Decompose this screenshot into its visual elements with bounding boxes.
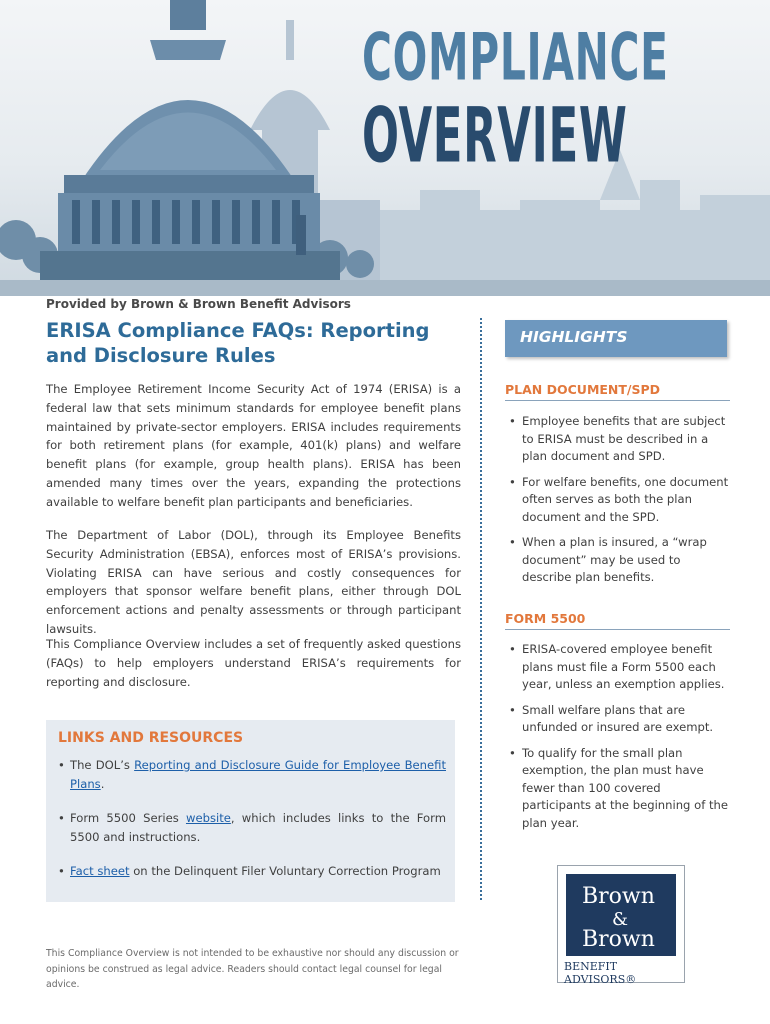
column-divider (480, 318, 482, 900)
intro-paragraph-3: This Compliance Overview includes a set of frequently asked questions (FAQs) to help employers understand ERISA’s requirements for reporting and disclosure. (46, 637, 461, 689)
bullet-icon: • (509, 745, 516, 760)
list-item (505, 641, 730, 694)
link-prefix: Form 5500 Series (70, 811, 186, 825)
list-item (505, 413, 730, 466)
list-item (505, 474, 730, 527)
logo-ampersand: & (612, 909, 629, 930)
highlight-text: When a plan is insured, a “wrap document” may be used to describe plan benefits. (522, 535, 707, 584)
bullet-icon: • (509, 702, 516, 717)
highlight-text: Small welfare plans that are unfunded or insured are exempt. (522, 702, 714, 734)
links-list (58, 756, 446, 897)
highlight-text: For welfare benefits, one document often serves as both the plan document and the SPD. (522, 474, 729, 524)
form-5500-list (505, 641, 730, 840)
logo-line-1: Brown (582, 884, 655, 909)
section-heading-form-5500: FORM 5500 (505, 611, 730, 630)
reporting-disclosure-guide-link[interactable]: Reporting and Disclosure Guide for Employee Benefit Plans (70, 758, 446, 791)
list-item (505, 745, 730, 833)
link-suffix: , which includes links to the Form 5500 and instructions. (70, 811, 447, 844)
logo-line-3: Brown (582, 927, 655, 952)
logo-subtitle: BENEFIT ADVISORS® (564, 960, 637, 986)
bullet-icon: • (58, 864, 65, 878)
fact-sheet-link[interactable]: Fact sheet (70, 864, 130, 878)
links-title: LINKS AND RESOURCES (58, 730, 244, 746)
highlights-header (505, 320, 727, 357)
bullet-icon: • (509, 642, 516, 656)
header-banner (0, 0, 770, 296)
bullet-icon: • (509, 474, 516, 489)
intro-paragraph-1: The Employee Retirement Income Security Act of 1974 (ERISA) is a federal law that sets minimum standards for employee benefit plans maintained by private-sector employers. ERISA includes requirements for both retirement plans (for example, 401(k) plans) and welfare benefit plans (for example, group health plans). ERISA has been amended many times over the years, expanding the protections available to welfare benefit plan participants and beneficiaries. (46, 382, 461, 509)
link-prefix: The DOL’s (70, 758, 135, 772)
list-item (505, 702, 730, 737)
bullet-icon: • (509, 535, 516, 549)
banner-title-compliance: COMPLIANCE (362, 20, 669, 96)
brown-and-brown-logo (557, 865, 685, 986)
bullet-icon: • (58, 811, 65, 825)
link-suffix: . (100, 776, 105, 791)
highlight-text: To qualify for the small plan exemption, the plan must have fewer than 100 covered participants at the beginning of the plan year. (522, 745, 728, 830)
list-item (58, 756, 446, 793)
list-item (58, 862, 446, 881)
highlight-text: ERISA-covered employee benefit plans must file a Form 5500 each year, unless an exemption applies. (522, 642, 725, 691)
section-heading-plan-document: PLAN DOCUMENT/SPD (505, 382, 730, 401)
banner-title-overview: OVERVIEW (362, 92, 628, 181)
plan-document-list (505, 413, 730, 595)
highlights-label: HIGHLIGHTS (520, 328, 628, 346)
logo-mark (566, 874, 676, 956)
bullet-icon: • (58, 758, 65, 772)
highlight-text: Employee benefits that are subject to ERISA must be described in a plan document and SPD. (522, 414, 726, 463)
page-title: ERISA Compliance FAQs: Reporting and Disclosure Rules (46, 319, 430, 367)
link-suffix: on the Delinquent Filer Voluntary Correction Program (129, 864, 441, 878)
disclaimer: This Compliance Overview is not intended to be exhaustive nor should any discussion or opinions be construed as legal advice. Readers should contact legal counsel for legal advice. (46, 948, 459, 990)
links-and-resources-box (46, 720, 455, 902)
form-5500-website-link[interactable]: website (185, 811, 231, 825)
provided-by: Provided by Brown & Brown Benefit Advisors (46, 297, 351, 311)
bullet-icon: • (509, 414, 516, 428)
intro-paragraph-2: The Department of Labor (DOL), through its Employee Benefits Security Administration (EBSA), enforces most of ERISA’s provisions. Violating ERISA can have serious and costly consequences for employers that sponsor welfare benefit plans, either through DOL enforcement actions and penalty assessments or through participant lawsuits. (46, 528, 461, 636)
list-item (505, 534, 730, 587)
list-item (58, 809, 446, 846)
